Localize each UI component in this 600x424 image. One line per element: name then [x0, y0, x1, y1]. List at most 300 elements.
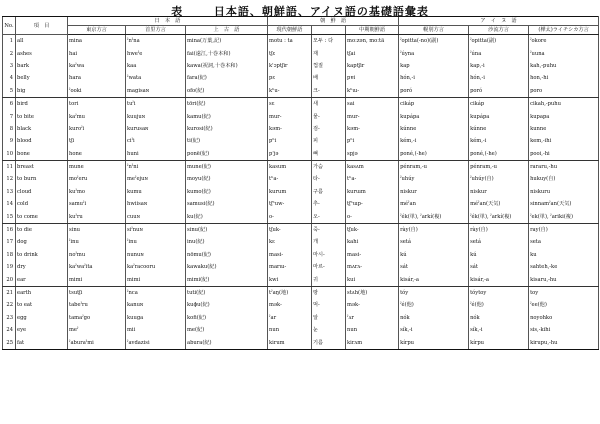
table-cell: kupápa — [469, 110, 529, 122]
table-cell: kε — [268, 236, 312, 248]
table-cell: me(紀) — [186, 324, 268, 336]
table-cell: 눈 — [312, 324, 346, 336]
table-cell: kém,-i — [469, 135, 529, 147]
table-cell: rararu,-hu — [529, 160, 599, 173]
row-number: 20 — [3, 273, 16, 286]
table-cell: 기름 — [312, 336, 346, 349]
table-cell: ˀek(単), ˀariki(複) — [529, 210, 599, 223]
table-row — [3, 312, 599, 324]
table-cell: sis,-kihi — [529, 324, 599, 336]
row-item: ear — [16, 273, 68, 286]
table-row — [3, 35, 599, 48]
header-korean: 朝 鮮 語 — [268, 17, 399, 26]
table-cell: ˀinu — [68, 236, 126, 248]
table-cell: kém,-i — [399, 135, 469, 147]
header-sub: 首里方言 — [126, 26, 186, 35]
table-row — [3, 173, 599, 185]
row-item: to bite — [16, 110, 68, 122]
row-number: 13 — [3, 186, 16, 198]
table-cell: pε — [268, 72, 312, 84]
table-cell: niskur — [399, 186, 469, 198]
table-cell: ofo(紀) — [186, 85, 268, 98]
table-row — [3, 60, 599, 72]
table-cell: 땅 — [312, 286, 346, 299]
table-cell: ˀúyna — [399, 47, 469, 59]
table-cell: o- — [346, 210, 399, 223]
table-cell: 개 — [312, 236, 346, 248]
table-cell: cikáp — [469, 97, 529, 110]
table-cell: ˀooki — [68, 85, 126, 98]
table-row — [3, 186, 599, 198]
table-cell: sε — [268, 97, 312, 110]
row-number: 14 — [3, 198, 16, 210]
table-cell: nömu(紀) — [186, 249, 268, 261]
table-cell: kasum — [268, 160, 312, 173]
row-number: 25 — [3, 336, 16, 349]
table-cell: 알 — [312, 312, 346, 324]
table-cell: kurɯm — [346, 186, 399, 198]
header-sub: 上 古 語 — [186, 26, 268, 35]
table-row — [3, 123, 599, 135]
table-cell: sinu(紀) — [186, 223, 268, 236]
table-cell: kofi(紀) — [186, 312, 268, 324]
table-cell: sahteh,-ke — [529, 261, 599, 273]
table-cell: tˀaŋ(地) — [268, 286, 312, 299]
table-row — [3, 249, 599, 261]
table-cell: kupápa — [399, 110, 469, 122]
table-cell: pʰi — [268, 135, 312, 147]
table-cell: ciˀi — [126, 135, 186, 147]
row-item: bark — [16, 60, 68, 72]
table-cell: sinu — [68, 223, 126, 236]
table-cell: nók — [399, 312, 469, 324]
table-cell: 추- — [312, 198, 346, 210]
table-cell: nunuɴ — [126, 249, 186, 261]
table-cell: kanuɴ — [126, 299, 186, 311]
table-cell: mur- — [346, 110, 399, 122]
table-row — [3, 273, 599, 286]
table-row — [3, 135, 599, 147]
table-cell: cikah,-puhu — [529, 97, 599, 110]
table-cell: meˀ — [68, 324, 126, 336]
table-cell: 검- — [312, 123, 346, 135]
row-number: 6 — [3, 97, 16, 110]
table-cell: 크- — [312, 85, 346, 98]
table-cell: fara(紀) — [186, 72, 268, 84]
table-cell: ˀʌr — [346, 312, 399, 324]
table-cell: 가슴 — [312, 160, 346, 173]
table-cell: kawaku(紀) — [186, 261, 268, 273]
table-cell: poné,(-he) — [469, 148, 529, 161]
table-cell: stʌh(地) — [346, 286, 399, 299]
row-item: all — [16, 35, 68, 48]
table-cell: ˀnˀna — [126, 35, 186, 48]
table-cell: nók — [469, 312, 529, 324]
table-cell: tʃuk- — [268, 223, 312, 236]
table-cell: kirum — [268, 336, 312, 349]
table-row — [3, 210, 599, 223]
header-sub: 沙流方言 — [469, 26, 529, 35]
table-row — [3, 299, 599, 311]
row-number: 10 — [3, 148, 16, 161]
table-cell: kaˀwa — [68, 60, 126, 72]
table-cell: 오- — [312, 210, 346, 223]
table-cell: hwiisaɴ — [126, 198, 186, 210]
table-cell: kírpu — [399, 336, 469, 349]
table-row — [3, 47, 599, 59]
row-number: 21 — [3, 286, 16, 299]
table-cell: ˀinu — [126, 236, 186, 248]
table-cell: kʰu- — [268, 85, 312, 98]
row-number: 4 — [3, 72, 16, 84]
table-cell: kú — [469, 249, 529, 261]
table-cell: méˀan — [399, 198, 469, 210]
table-cell: kuroˀi — [68, 123, 126, 135]
table-cell: kasʌm — [346, 160, 399, 173]
table-cell: 귀 — [312, 273, 346, 286]
table-cell: cuuɴ — [126, 210, 186, 223]
table-row — [3, 85, 599, 98]
table-cell: kahi — [346, 236, 399, 248]
table-cell: hón,-i — [469, 72, 529, 84]
row-item: breast — [16, 160, 68, 173]
table-cell: kisár,-a — [469, 273, 529, 286]
table-cell: mimi — [68, 273, 126, 286]
table-cell: mək- — [346, 299, 399, 311]
table-row — [3, 148, 599, 161]
table-cell: ˀokore — [529, 35, 599, 48]
table-cell: mimi(紀) — [186, 273, 268, 286]
row-number: 8 — [3, 123, 16, 135]
table-cell: ti(紀) — [186, 135, 268, 147]
table-cell: mune — [68, 160, 126, 173]
table-cell: huni — [126, 148, 186, 161]
row-number: 16 — [3, 223, 16, 236]
table-cell: tʃʰuw- — [268, 198, 312, 210]
table-cell: 물- — [312, 110, 346, 122]
table-cell: marɯ- — [268, 261, 312, 273]
table-cell: kisaru,-hu — [529, 273, 599, 286]
table-cell: kuɸu(紀) — [186, 299, 268, 311]
table-cell: kem,-ihi — [529, 135, 599, 147]
table-cell: ponë(紀) — [186, 148, 268, 161]
header-sub: (樺太)ライチシカ方言 — [529, 26, 599, 35]
table-cell: hon,-hi — [529, 72, 599, 84]
table-cell: kúnne — [399, 123, 469, 135]
table-cell: töri(紀) — [186, 97, 268, 110]
table-cell: 모두 : 다 — [312, 35, 346, 48]
row-item: bone — [16, 148, 68, 161]
table-cell: ˀé(他) — [469, 299, 529, 311]
table-cell: kap — [399, 60, 469, 72]
table-cell: hone — [68, 148, 126, 161]
table-cell: 마시- — [312, 249, 346, 261]
row-item: ashes — [16, 47, 68, 59]
row-number: 2 — [3, 47, 16, 59]
table-cell: kúnne — [469, 123, 529, 135]
table-cell: ˀnˀni — [126, 160, 186, 173]
table-cell: kuuga — [126, 312, 186, 324]
table-cell: kah,-puhu — [529, 60, 599, 72]
table-cell: hai — [68, 47, 126, 59]
table-cell: ˀwata — [126, 72, 186, 84]
row-number: 22 — [3, 299, 16, 311]
header-sub: 中期朝鮮語 — [346, 26, 399, 35]
row-item: earth — [16, 286, 68, 299]
row-number: 1 — [3, 35, 16, 48]
title-label: 表 — [171, 5, 184, 18]
row-item: dry — [16, 261, 68, 273]
table-cell: ku — [529, 249, 599, 261]
table-cell: magisaɴ — [126, 85, 186, 98]
table-cell: meˀejuɴ — [126, 173, 186, 185]
table-row — [3, 97, 599, 110]
header-ainu: ア イ ヌ 語 — [399, 17, 599, 26]
table-cell: kəm- — [268, 123, 312, 135]
row-number: 3 — [3, 60, 16, 72]
table-cell: sai — [346, 97, 399, 110]
table-cell: ˀopitta(副) — [469, 35, 529, 48]
table-cell: tóytoy — [469, 286, 529, 299]
table-cell: siˀnuɴ — [126, 223, 186, 236]
table-cell: tʃi — [68, 135, 126, 147]
table-cell: nun — [268, 324, 312, 336]
table-cell: abura(紀) — [186, 336, 268, 349]
table-cell: cikáp — [399, 97, 469, 110]
table-cell: ˀék(単), ˀarkí(複) — [469, 210, 529, 223]
table-cell: ˀuhúy — [399, 173, 469, 185]
row-number: 23 — [3, 312, 16, 324]
table-cell: noˀmu — [68, 249, 126, 261]
table-row — [3, 72, 599, 84]
table-cell: setá — [469, 236, 529, 248]
row-number: 15 — [3, 210, 16, 223]
row-item: to eat — [16, 299, 68, 311]
table-cell: kəm- — [346, 123, 399, 135]
table-cell: motu : ta — [268, 35, 312, 48]
table-cell: inu(紀) — [186, 236, 268, 248]
table-cell: mina — [68, 35, 126, 48]
header-sub: 東京方言 — [68, 26, 126, 35]
table-cell: ˀuuna — [529, 47, 599, 59]
row-item: to die — [16, 223, 68, 236]
table-cell: samusi(紀) — [186, 198, 268, 210]
table-cell: 먹- — [312, 299, 346, 311]
table-cell: kuˀru — [68, 210, 126, 223]
table-cell: kap,-i — [469, 60, 529, 72]
table-cell: poro — [529, 85, 599, 98]
table-cell: mimi — [126, 273, 186, 286]
header-no: No. — [3, 17, 16, 35]
table-cell: 마르- — [312, 261, 346, 273]
row-item: big — [16, 85, 68, 98]
table-cell: kaa — [126, 60, 186, 72]
table-row — [3, 223, 599, 236]
row-item: dog — [16, 236, 68, 248]
row-item: egg — [16, 312, 68, 324]
table-cell: kaˀmu — [68, 110, 126, 122]
table-cell: 껍질 — [312, 60, 346, 72]
row-number: 5 — [3, 85, 16, 98]
table-cell: sát — [469, 261, 529, 273]
table-cell: 뼈 — [312, 148, 346, 161]
row-number: 18 — [3, 249, 16, 261]
table-row — [3, 336, 599, 349]
row-item: fat — [16, 336, 68, 349]
table-cell: mək- — [268, 299, 312, 311]
table-cell: kumu — [126, 186, 186, 198]
table-cell: sík,-i — [469, 324, 529, 336]
row-number: 12 — [3, 173, 16, 185]
table-cell: ˀaburaˀmi — [68, 336, 126, 349]
table-cell: kaˀwaˀita — [68, 261, 126, 273]
table-cell: mune(紀) — [186, 160, 268, 173]
table-row — [3, 286, 599, 299]
table-body — [3, 35, 599, 350]
table-cell: ˀnca — [126, 286, 186, 299]
row-item: black — [16, 123, 68, 135]
table-cell: poró — [469, 85, 529, 98]
table-cell: ˀar — [268, 312, 312, 324]
table-cell: ˀopitta(-no)(副) — [399, 35, 469, 48]
table-cell: kurum — [268, 186, 312, 198]
table-cell: k'ɔptʃir — [268, 60, 312, 72]
row-item: to come — [16, 210, 68, 223]
table-cell: kumo(紀) — [186, 186, 268, 198]
table-cell: tʃε — [268, 47, 312, 59]
table-cell: kupapa — [529, 110, 599, 122]
table-cell: mii — [126, 324, 186, 336]
table-cell: kui — [346, 273, 399, 286]
table-cell: fai(遠江,十巻本和) — [186, 47, 268, 59]
table-cell: masi- — [346, 249, 399, 261]
table-cell: kawa(祝詞,十巻本和) — [186, 60, 268, 72]
table-cell: pénram,-u — [469, 160, 529, 173]
table-cell: tʃai — [346, 47, 399, 59]
table-cell: moyu(紀) — [186, 173, 268, 185]
table-cell: tabeˀru — [68, 299, 126, 311]
table-cell: kunne — [529, 123, 599, 135]
table-cell: tʰa- — [268, 173, 312, 185]
table-cell: tʰa- — [346, 173, 399, 185]
table-cell: hukuy(自) — [529, 173, 599, 185]
table-cell: niskuru — [529, 186, 599, 198]
header-sub: 現代朝鮮語 — [268, 26, 312, 35]
row-number: 19 — [3, 261, 16, 273]
table-cell: seta — [529, 236, 599, 248]
row-item: to drink — [16, 249, 68, 261]
table-cell: hara — [68, 72, 126, 84]
title-text: 日本語、朝鮮語、アイヌ語の基礎語彙表 — [213, 5, 429, 18]
table-cell: 타- — [312, 173, 346, 185]
table-cell: tʃʰɯp- — [346, 198, 399, 210]
table-cell: samuˀi — [68, 198, 126, 210]
table-cell: ˀé(他) — [399, 299, 469, 311]
row-item: eye — [16, 324, 68, 336]
table-cell: mʌrʌ- — [346, 261, 399, 273]
table-cell: nun — [346, 324, 399, 336]
table-cell: setá — [399, 236, 469, 248]
table-cell: mur- — [268, 110, 312, 122]
table-cell: ray(自) — [529, 223, 599, 236]
table-row — [3, 110, 599, 122]
table-cell: kʰɯ- — [346, 85, 399, 98]
table-cell: spjə — [346, 148, 399, 161]
table-row — [3, 324, 599, 336]
table-cell: 배 — [312, 72, 346, 84]
table-cell: 피 — [312, 135, 346, 147]
row-number: 7 — [3, 110, 16, 122]
table-cell: kisár,-a — [399, 273, 469, 286]
table-cell: kirupu,-hu — [529, 336, 599, 349]
table-cell: rày(自) — [399, 223, 469, 236]
table-cell: rày(自) — [469, 223, 529, 236]
table-cell: méˀan(天気) — [469, 198, 529, 210]
table-cell: tʃuk- — [346, 223, 399, 236]
table-cell: 구름 — [312, 186, 346, 198]
table-cell: mo:zǝn, mo:tä — [346, 35, 399, 48]
table-cell: pooi,-hi — [529, 148, 599, 161]
table-row — [3, 236, 599, 248]
table-cell: kaptʃir — [346, 60, 399, 72]
table-cell: kurosi(紀) — [186, 123, 268, 135]
table-cell: sinnamˀan(天気) — [529, 198, 599, 210]
vocabulary-table — [2, 16, 599, 350]
table-cell: ˀúna — [469, 47, 529, 59]
row-item: to burn — [16, 173, 68, 185]
table-cell: pɐi — [346, 72, 399, 84]
row-item: belly — [16, 72, 68, 84]
table-cell: hón,-i — [399, 72, 469, 84]
header-japanese: 日 本 語 — [68, 17, 268, 26]
row-item: bird — [16, 97, 68, 110]
table-cell: 재 — [312, 47, 346, 59]
table-cell: kú — [399, 249, 469, 261]
table-cell: sík,-i — [399, 324, 469, 336]
table-cell: kírpu — [469, 336, 529, 349]
row-item: cloud — [16, 186, 68, 198]
header-row-groups — [3, 17, 599, 26]
table-row — [3, 160, 599, 173]
row-number: 24 — [3, 324, 16, 336]
table-cell: tóy — [399, 286, 469, 299]
table-cell: tuˀi — [126, 97, 186, 110]
table-cell: sát — [399, 261, 469, 273]
table-cell: poné,(-he) — [399, 148, 469, 161]
table-cell: ku(紀) — [186, 210, 268, 223]
table-cell: tori — [68, 97, 126, 110]
table-cell: tamaˀgo — [68, 312, 126, 324]
table-cell: kurusaɴ — [126, 123, 186, 135]
header-row-subs — [3, 26, 599, 35]
table-cell: ˀee(他) — [529, 299, 599, 311]
table-cell: pʰi — [346, 135, 399, 147]
table-cell: kirʌm — [346, 336, 399, 349]
table-cell: kwi — [268, 273, 312, 286]
table-cell: 새 — [312, 97, 346, 110]
row-number: 17 — [3, 236, 16, 248]
table-row — [3, 261, 599, 273]
table-cell: mina(万葉,記) — [186, 35, 268, 48]
table-row — [3, 198, 599, 210]
table-cell: 죽- — [312, 223, 346, 236]
table-cell: hweˀe — [126, 47, 186, 59]
table-cell: noyohko — [529, 312, 599, 324]
table-cell: pénram,-u — [399, 160, 469, 173]
table-cell: o- — [268, 210, 312, 223]
row-item: blood — [16, 135, 68, 147]
row-number: 11 — [3, 160, 16, 173]
